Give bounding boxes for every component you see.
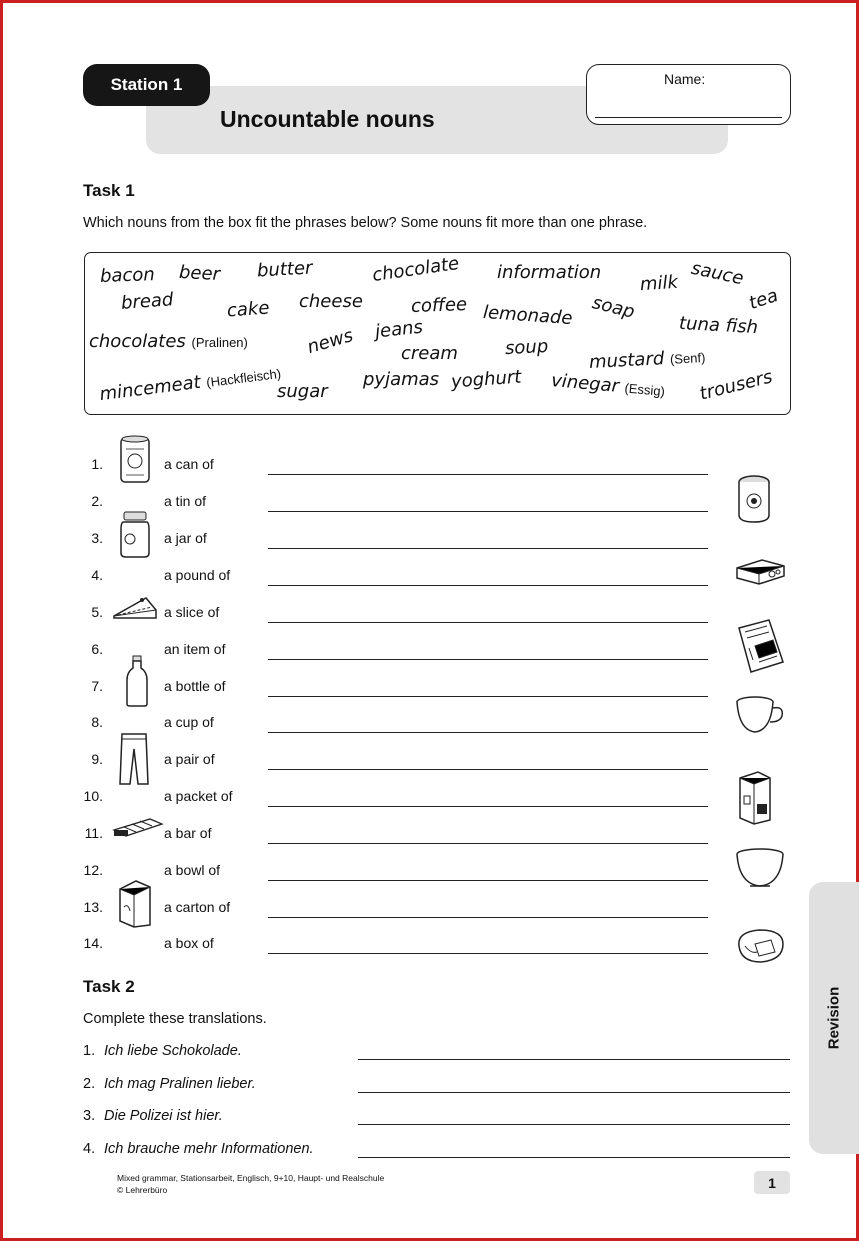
- word-cheese: cheese: [299, 291, 363, 312]
- task1-row: [0, 784, 859, 808]
- word-beer: beer: [178, 261, 221, 286]
- tin-icon: [735, 473, 773, 525]
- revision-tab: [809, 882, 859, 1154]
- cup-icon: [734, 694, 786, 736]
- task1-instruction: Which nouns from the box fit the phrases below? Some nouns fit more than one phrase.: [83, 215, 648, 231]
- task1-row: [0, 563, 859, 587]
- word-tuna-fish: tuna fish: [678, 312, 759, 339]
- row-number: 1.: [91, 456, 103, 472]
- answer-line[interactable]: [268, 548, 708, 549]
- row-phrase: an item of: [164, 641, 226, 657]
- row-number: 3.: [91, 530, 103, 546]
- answer-line[interactable]: [268, 843, 708, 844]
- word-yoghurt: yoghurt: [450, 366, 523, 393]
- task1-heading: Task 1: [83, 181, 135, 200]
- answer-line[interactable]: [268, 917, 708, 918]
- packet-icon: [734, 770, 774, 826]
- word-cream: cream: [401, 343, 458, 364]
- answer-line[interactable]: [268, 696, 708, 697]
- task2-instruction: Complete these translations.: [83, 1011, 267, 1027]
- translation-row: [0, 1076, 859, 1098]
- name-label: Name:: [664, 71, 706, 87]
- row-phrase: a can of: [164, 456, 214, 472]
- trousers-icon: [117, 731, 151, 787]
- word-soap: soap: [590, 292, 637, 323]
- row-number: 1.: [83, 1043, 96, 1059]
- word-box: [84, 252, 791, 415]
- word-sugar: sugar: [277, 381, 328, 402]
- bowl-icon: [734, 846, 786, 890]
- word-chocolate: chocolate: [370, 253, 461, 286]
- answer-line[interactable]: [358, 1059, 790, 1060]
- word-information: information: [497, 262, 602, 283]
- page-title: Uncountable nouns: [220, 106, 435, 132]
- row-number: 6.: [91, 641, 103, 657]
- word-mustard: mustard (Senf): [588, 348, 706, 374]
- row-phrase: a bottle of: [164, 678, 226, 694]
- row-phrase: a bowl of: [164, 862, 221, 878]
- row-phrase: a slice of: [164, 604, 220, 620]
- row-phrase: a bar of: [164, 825, 212, 841]
- row-number: 4.: [83, 1141, 96, 1157]
- cake-slice-icon: [112, 592, 158, 624]
- word-jeans: jeans: [374, 316, 424, 343]
- footer-line-1: Mixed grammar, Stationsarbeit, Englisch, 9+10, Haupt- und Realschule: [117, 1173, 385, 1183]
- row-number: 2.: [83, 1076, 96, 1092]
- answer-line[interactable]: [268, 769, 708, 770]
- answer-line[interactable]: [268, 622, 708, 623]
- jar-icon: [118, 509, 152, 559]
- row-number: 9.: [91, 751, 103, 767]
- translation-row: [0, 1108, 859, 1130]
- word-lemonade: lemonade: [482, 301, 574, 330]
- row-phrase: a jar of: [164, 530, 207, 546]
- revision-label: Revision: [825, 986, 843, 1050]
- row-number: 14.: [83, 935, 103, 951]
- name-box[interactable]: [586, 64, 791, 125]
- row-number: 10.: [83, 788, 103, 804]
- word-soup: soup: [504, 335, 549, 360]
- word-cake: cake: [226, 297, 271, 322]
- row-number: 2.: [91, 493, 103, 509]
- word-bacon: bacon: [99, 264, 156, 287]
- answer-line[interactable]: [268, 806, 708, 807]
- row-phrase: a box of: [164, 935, 214, 951]
- word-bread: bread: [120, 289, 175, 314]
- footer-credits: [117, 1172, 384, 1196]
- word-chocolates: chocolates (Pralinen): [89, 331, 248, 352]
- row-number: 13.: [83, 899, 103, 915]
- page-number: 1: [754, 1171, 790, 1194]
- word-pyjamas: pyjamas: [363, 369, 440, 390]
- german-sentence: Ich liebe Schokolade.: [104, 1043, 242, 1059]
- station-badge: Station 1: [83, 64, 210, 106]
- drink-can-icon: [118, 433, 152, 485]
- answer-line[interactable]: [268, 474, 708, 475]
- word-milk: milk: [639, 271, 679, 296]
- answer-line[interactable]: [358, 1092, 790, 1093]
- answer-line[interactable]: [358, 1124, 790, 1125]
- footer-line-2: © Lehrerbüro: [117, 1185, 168, 1195]
- row-phrase: a packet of: [164, 788, 233, 804]
- word-coffee: coffee: [410, 294, 468, 317]
- row-phrase: a carton of: [164, 899, 231, 915]
- task1-row: [0, 931, 859, 955]
- german-sentence: Ich brauche mehr Informationen.: [104, 1141, 314, 1157]
- word-vinegar: vinegar (Essig): [550, 370, 666, 399]
- row-number: 7.: [91, 678, 103, 694]
- chocolate-bar-icon: [112, 816, 164, 840]
- row-phrase: a cup of: [164, 714, 214, 730]
- translation-row: [0, 1141, 859, 1163]
- row-number: 8.: [91, 714, 103, 730]
- word-mincemeat: mincemeat (Hackfleisch): [98, 365, 282, 406]
- word-butter: butter: [256, 257, 313, 282]
- word-tea: tea: [746, 285, 781, 314]
- word-sauce: sauce: [689, 257, 746, 290]
- answer-line[interactable]: [268, 659, 708, 660]
- task2-heading: Task 2: [83, 977, 135, 996]
- carton-icon: [116, 877, 154, 929]
- answer-line[interactable]: [268, 585, 708, 586]
- row-number: 11.: [84, 825, 103, 841]
- row-number: 4.: [91, 567, 103, 583]
- row-phrase: a tin of: [164, 493, 207, 509]
- row-number: 12.: [83, 862, 103, 878]
- answer-line[interactable]: [268, 511, 708, 512]
- word-trousers: trousers: [697, 366, 775, 405]
- row-number: 3.: [83, 1108, 96, 1124]
- answer-line[interactable]: [358, 1157, 790, 1158]
- row-phrase: a pair of: [164, 751, 215, 767]
- newspaper-icon: [735, 618, 785, 674]
- row-phrase: a pound of: [164, 567, 231, 583]
- answer-line[interactable]: [268, 953, 708, 954]
- answer-line[interactable]: [268, 880, 708, 881]
- translation-row: [0, 1043, 859, 1065]
- row-number: 5.: [91, 604, 103, 620]
- german-sentence: Die Polizei ist hier.: [104, 1108, 223, 1124]
- butter-block-icon: [734, 556, 786, 588]
- german-sentence: Ich mag Pralinen lieber.: [104, 1076, 256, 1092]
- chocolate-box-icon: [735, 924, 787, 968]
- word-news: news: [305, 324, 356, 359]
- bottle-icon: [124, 654, 150, 708]
- answer-line[interactable]: [268, 732, 708, 733]
- name-line: [595, 117, 782, 118]
